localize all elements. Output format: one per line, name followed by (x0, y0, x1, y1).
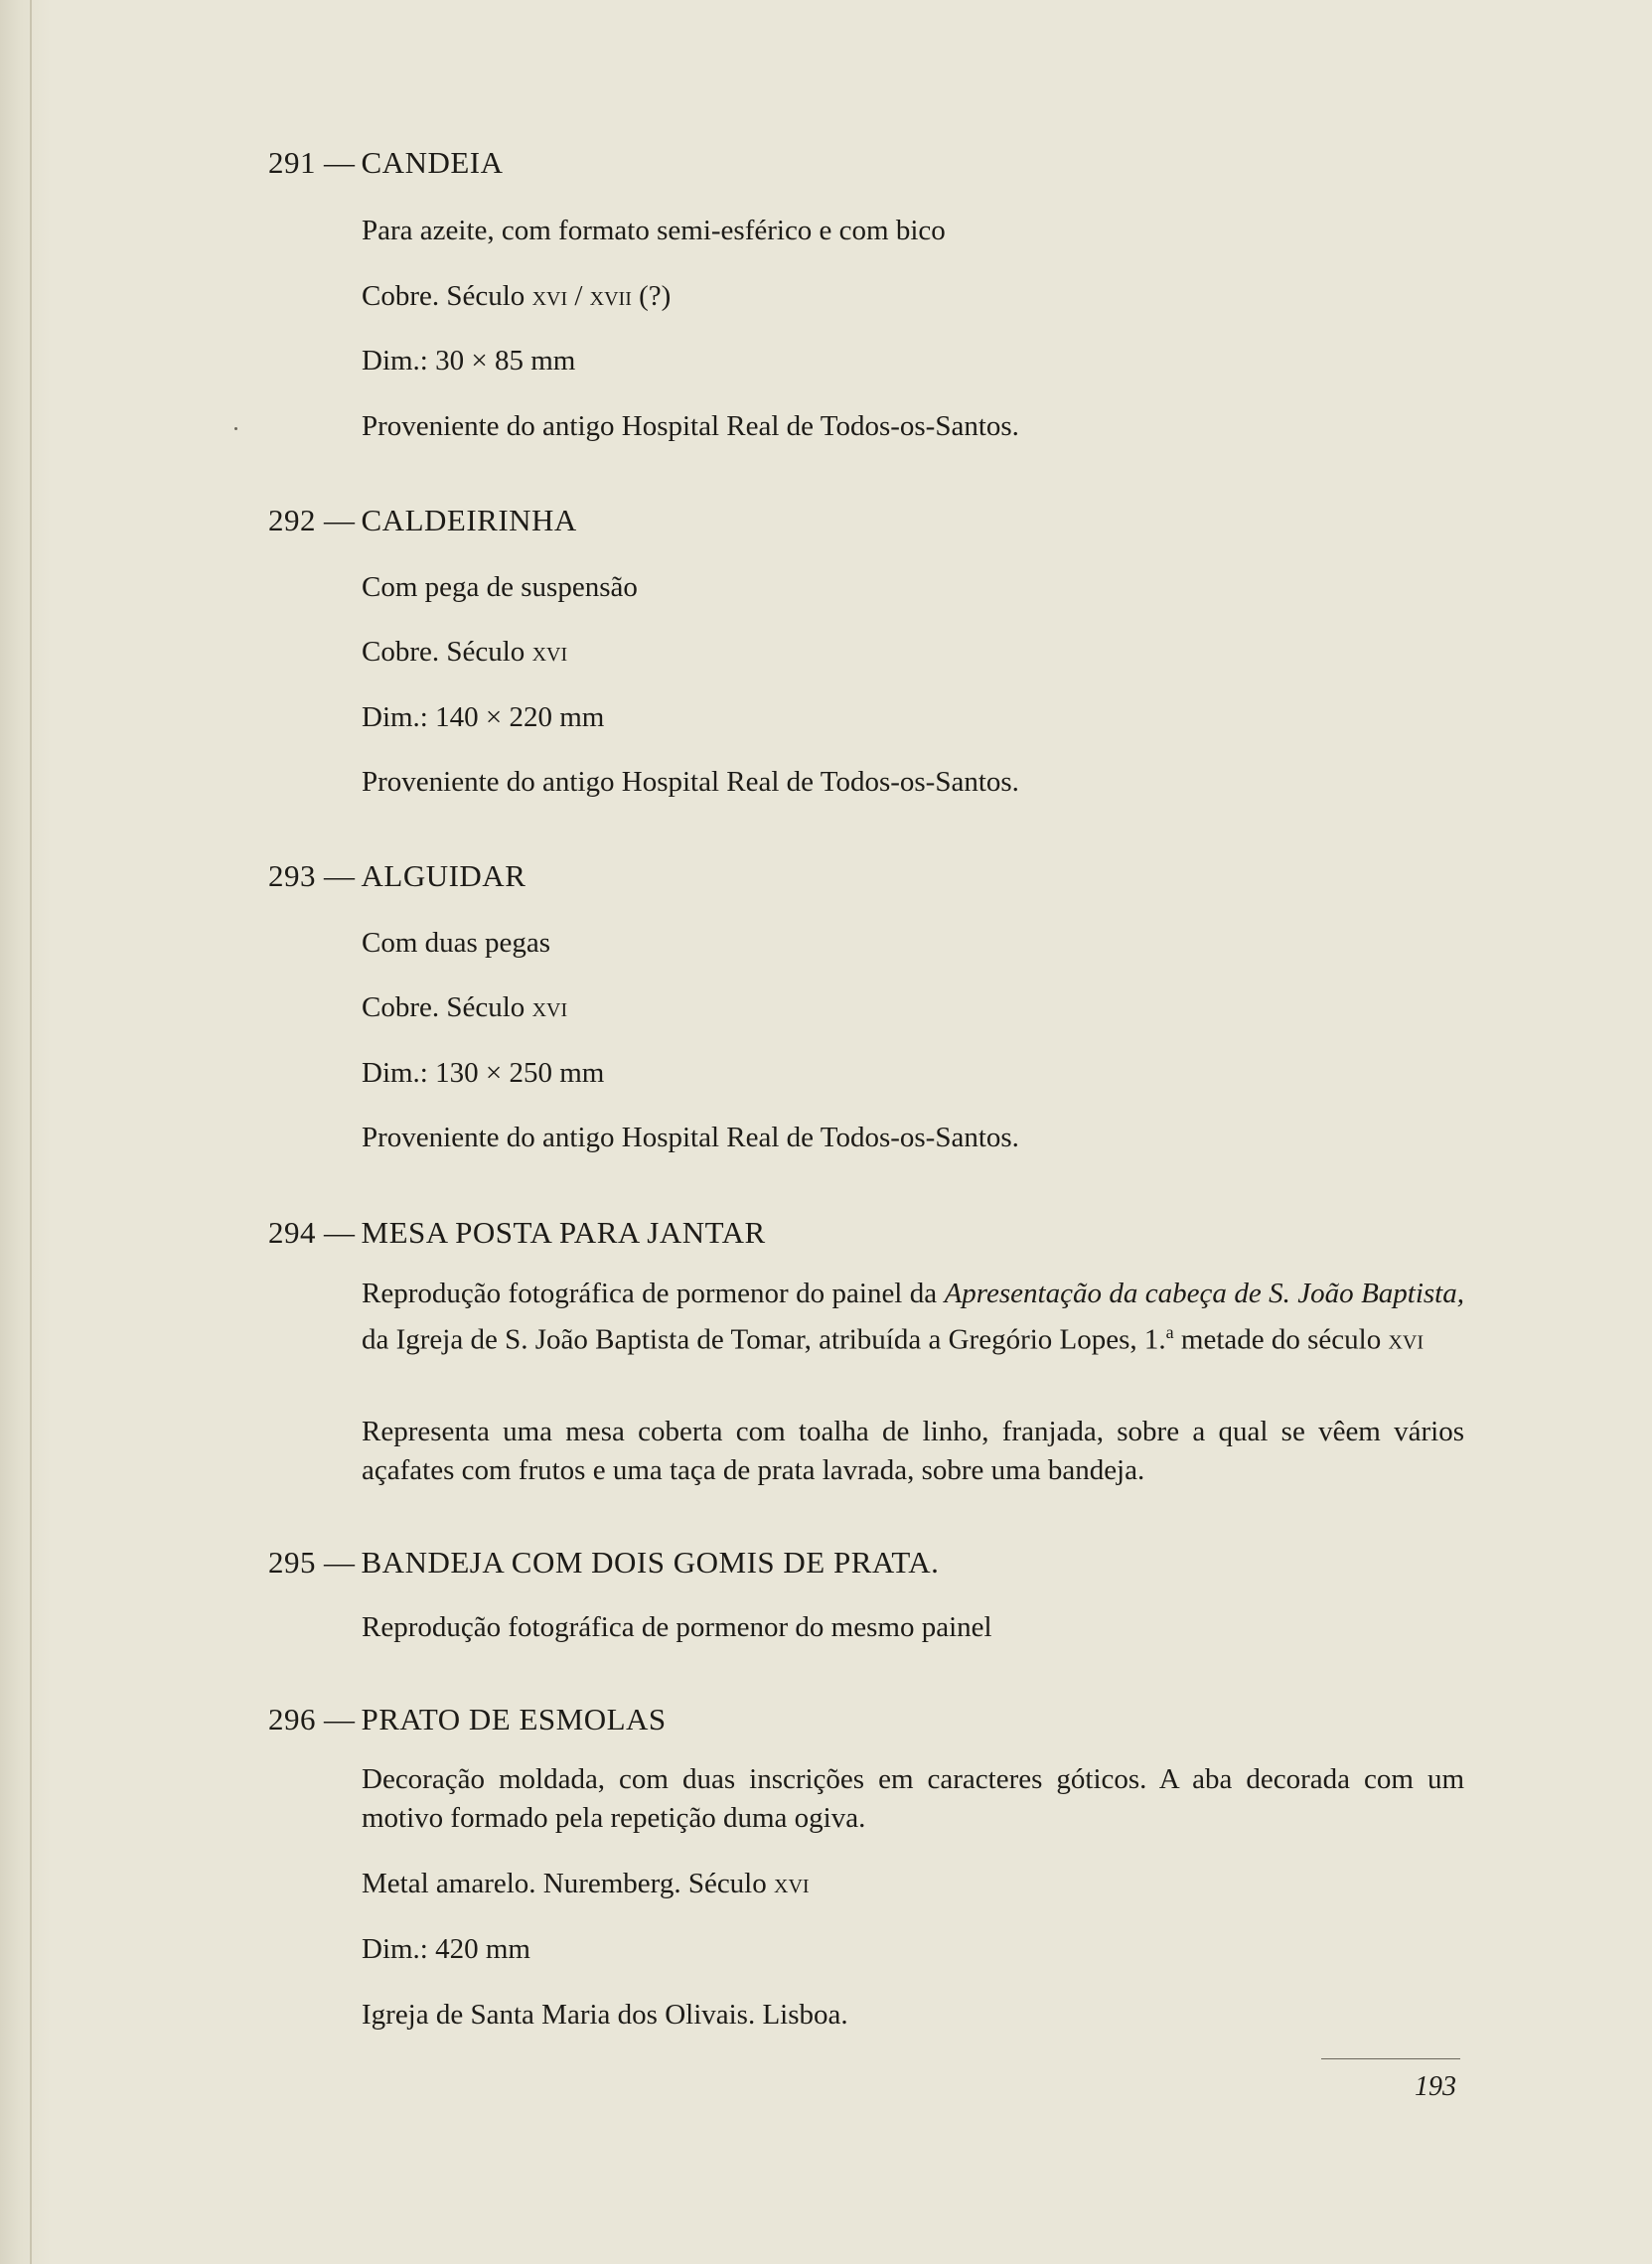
entry-293-dimensions: Dim.: 130 × 250 mm (362, 1057, 605, 1089)
entry-dash: — (324, 1215, 356, 1250)
paper-speck (234, 427, 237, 430)
entry-292-description: Com pega de suspensão (362, 571, 638, 603)
entry-dash: — (324, 1545, 356, 1580)
entry-294-description (362, 1275, 1464, 1360)
entry-dash: — (324, 503, 356, 537)
entry-291-provenance: Proveniente do antigo Hospital Real de Todos-os-Santos. (362, 410, 1019, 442)
entry-title-text: CALDEIRINHA (361, 503, 577, 537)
entry-295-title (268, 1545, 939, 1581)
entry-292-title (268, 503, 577, 538)
entry-296-material (362, 1868, 810, 1900)
description-text: da Igreja de S. João Baptista de Tomar, atribuída a Gregório Lopes, 1. (362, 1323, 1166, 1356)
entry-title-text: PRATO DE ESMOLAS (361, 1702, 667, 1736)
material-text: Cobre. Século (362, 280, 532, 312)
entry-number: 293 (268, 858, 316, 893)
entry-292-material (362, 636, 567, 669)
entry-293-material (362, 991, 567, 1024)
ordinal-superscript: a (1165, 1322, 1174, 1342)
entry-title-text: BANDEJA COM DOIS GOMIS DE PRATA. (361, 1545, 940, 1580)
entry-291-material (362, 280, 671, 313)
entry-296-dimensions: Dim.: 420 mm (362, 1933, 530, 1965)
entry-293-description: Com duas pegas (362, 927, 551, 959)
entry-dash: — (324, 145, 356, 180)
entry-number: 296 (268, 1702, 316, 1736)
entry-291-dimensions: Dim.: 30 × 85 mm (362, 345, 576, 377)
entry-292-dimensions: Dim.: 140 × 220 mm (362, 701, 605, 733)
entry-291-description: Para azeite, com formato semi-esférico e com bico (362, 215, 946, 246)
entry-296-title (268, 1702, 667, 1737)
entry-296-location: Igreja de Santa Maria dos Olivais. Lisboa. (362, 1999, 848, 2031)
century-note: (?) (631, 280, 672, 312)
entry-293-provenance: Proveniente do antigo Hospital Real de Todos-os-Santos. (362, 1122, 1019, 1153)
entry-title-text: MESA POSTA PARA JANTAR (361, 1215, 766, 1250)
footer-rule (1321, 2058, 1460, 2059)
description-text: Reprodução fotográfica de pormenor do painel da (362, 1278, 945, 1309)
entry-292-provenance: Proveniente do antigo Hospital Real de Todos-os-Santos. (362, 766, 1019, 798)
material-text: Cobre. Século (362, 991, 532, 1023)
entry-293-title (268, 858, 526, 894)
entry-295-description: Reprodução fotográfica de pormenor do mesmo painel (362, 1611, 992, 1643)
entry-296-description: Decoração moldada, com duas inscrições em caracteres góticos. A aba decorada com um motivo formado pela repetição duma ogiva. (362, 1763, 1464, 1834)
century-text: xvi (531, 636, 568, 668)
entry-291-title (268, 145, 504, 181)
entry-number: 295 (268, 1545, 316, 1580)
century-text: xvi (774, 1868, 810, 1899)
entry-number: 291 (268, 145, 316, 180)
description-text: metade do século (1173, 1323, 1389, 1356)
entry-dash: — (324, 858, 356, 893)
entry-number: 292 (268, 503, 316, 537)
century-text: xvi (1388, 1323, 1425, 1356)
entry-number: 294 (268, 1215, 316, 1250)
entry-dash: — (324, 1702, 356, 1736)
page-number: 193 (1415, 2071, 1456, 2102)
entry-294-title (268, 1215, 766, 1251)
painting-title: Apresentação da cabeça de S. João Baptista, (944, 1278, 1464, 1309)
entry-title-text: ALGUIDAR (361, 858, 526, 893)
material-text: Metal amarelo. Nuremberg. Século (362, 1868, 774, 1899)
material-text: Cobre. Século (362, 636, 532, 668)
century-text: xvi (531, 991, 568, 1023)
entry-294-note: Representa uma mesa coberta com toalha de linho, franjada, sobre a qual se vêem vários açafates com frutos e uma taça de prata lavrada, sobre uma bandeja. (362, 1416, 1464, 1486)
entry-title-text: CANDEIA (361, 145, 504, 180)
century-text: xvi / xvii (531, 280, 632, 312)
